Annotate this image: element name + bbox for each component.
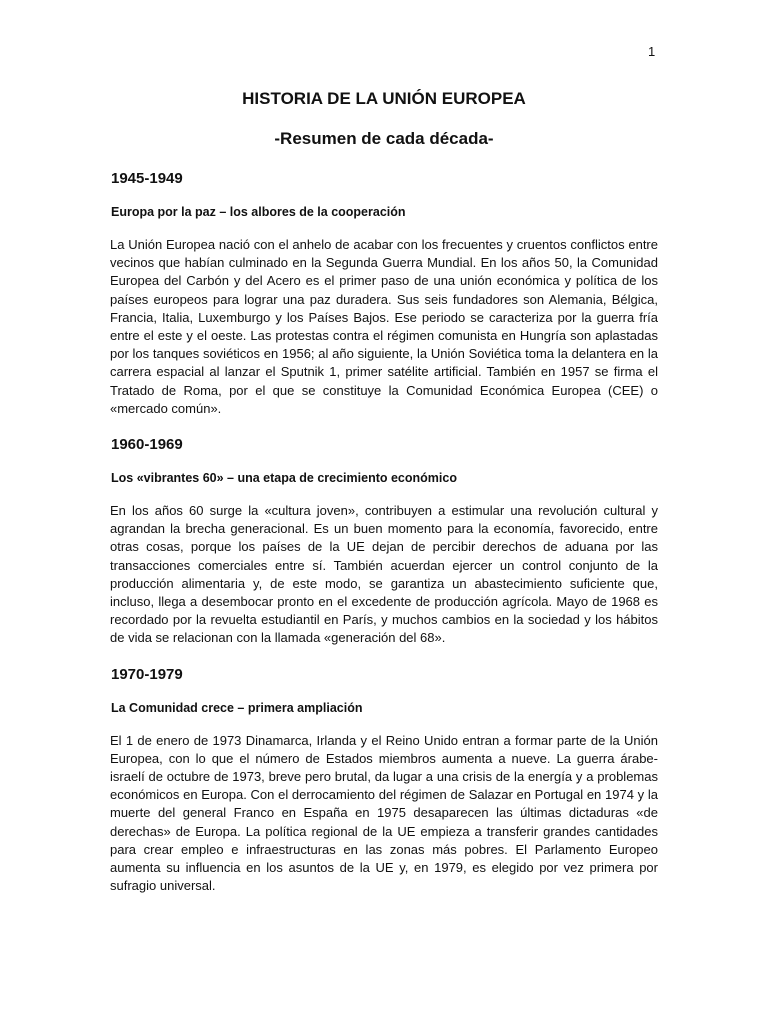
section-1945-1949	[110, 168, 658, 418]
section-1960-1969	[110, 434, 658, 648]
section-1970-1979	[110, 664, 658, 896]
section-body: En los años 60 surge la «cultura joven», contribuyen a estimular una revolución cultural y agrandan la brecha generacional. Es un buen momento para la economía, favorecido, entre otras cosas, porque los países de la UE dejan de percibir derechos de aduana por las transacciones comerciales entre sí. También acuerdan ejercer un control conjunto de la producción alimentaria y, de este modo, se garantiza un abastecimiento suficiente que, incluso, llega a desembocar pronto en el excedente de producción agrícola. Mayo de 1968 es recordado por la revuelta estudiantil en París, y muchos cambios en la sociedad y los hábitos de vida se relacionan con la llamada «generación del 68».	[110, 503, 658, 646]
document-subtitle: -Resumen de cada década-	[274, 129, 494, 148]
section-body: La Unión Europea nació con el anhelo de acabar con los frecuentes y cruentos conflictos entre vecinos que habían culminado en la Segunda Guerra Mundial. En los años 50, la Comunidad Europea del Carbón y del Acero es el primer paso de una unión económica y política de los países europeos para lograr una paz duradera. Sus seis fundadores son Alemania, Bélgica, Francia, Italia, Luxemburgo y los Países Bajos. Ese periodo se caracteriza por la guerra fría entre el este y el oeste. Las protestas contra el régimen comunista en Hungría son aplastadas por los tanques soviéticos en 1956; al año siguiente, la Unión Soviética toma la delantera en la carrera espacial al lanzar el Sputnik 1, primer satélite artificial. También en 1957 se firma el Tratado de Roma, por el que se constituye la Comunidad Económica Europea (CEE) o «mercado común».	[110, 237, 658, 416]
section-decade: 1945-1949	[111, 170, 183, 187]
section-decade: 1960-1969	[111, 436, 183, 454]
section-heading: La Comunidad crece – primera ampliación	[111, 700, 363, 715]
section-heading: Europa por la paz – los albores de la cooperación	[111, 205, 406, 219]
document-title: HISTORIA DE LA UNIÓN EUROPEA	[242, 89, 526, 108]
page-number: 1	[648, 44, 656, 59]
section-decade: 1970-1979	[111, 665, 183, 683]
sections-container	[110, 168, 658, 911]
section-body: El 1 de enero de 1973 Dinamarca, Irlanda y el Reino Unido entran a formar parte de la Unión Europea, con lo que el número de Estados miembros aumenta a nueve. La guerra árabe-israelí de octubre de 1973, breve pero brutal, da lugar a una crisis de la energía y a problemas económicos en Europa. Con el derrocamiento del régimen de Salazar en Portugal en 1974 y la muerte del general Franco en España en 1975 desaparecen las últimas dictaduras «de derechas» de Europa. La política regional de la UE empieza a transferir grandes cantidades para crear empleo e infraestructuras en las zonas más pobres. El Parlamento Europeo aumenta su influencia en los asuntos de la UE y, en 1979, es elegido por vez primera por sufragio universal.	[110, 732, 658, 894]
section-heading: Los «vibrantes 60» – una etapa de crecimiento económico	[111, 471, 457, 486]
